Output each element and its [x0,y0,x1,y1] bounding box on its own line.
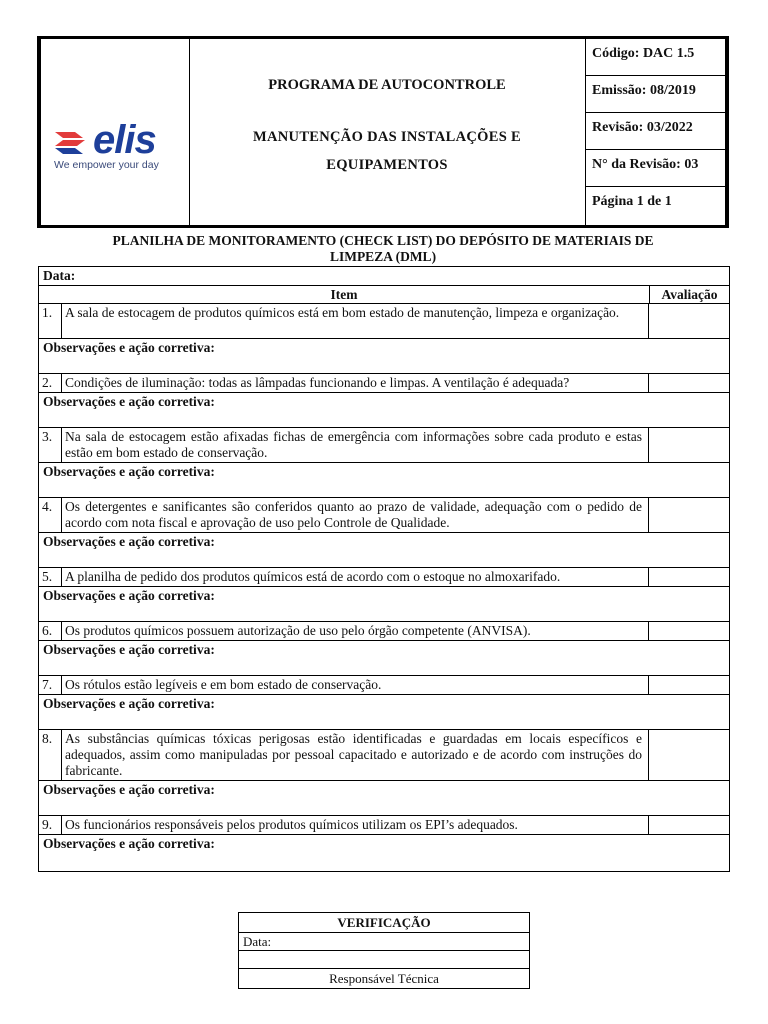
item-number: 1. [39,304,62,338]
checklist-item-row [39,374,729,393]
elis-mark-icon [53,128,93,158]
observations-field[interactable]: Observações e ação corretiva: [39,463,729,498]
logo-cell [41,39,190,225]
evaluation-cell[interactable] [649,622,729,640]
date-field[interactable]: Data: [39,267,729,286]
verification-box [238,912,530,989]
item-number: 5. [39,568,62,586]
sheet-title-line-1: PLANILHA DE MONITORAMENTO (CHECK LIST) DO DEPÓSITO DE MATERIAIS DE [112,233,654,248]
checklist-item-row [39,304,729,339]
item-number: 2. [39,374,62,392]
item-number: 7. [39,676,62,694]
evaluation-cell[interactable] [649,374,729,392]
checklist-item-row [39,676,729,695]
observations-field[interactable]: Observações e ação corretiva: [39,781,729,816]
program-title: PROGRAMA DE AUTOCONTROLE [268,77,506,93]
verification-signature-field[interactable] [239,951,529,969]
item-text: Os produtos químicos possuem autorização de uso pelo órgão competente (ANVISA). [62,622,649,640]
verification-title: VERIFICAÇÃO [239,913,529,933]
meta-revisao: Revisão: 03/2022 [586,113,725,150]
item-text: As substâncias químicas tóxicas perigosas estão identificadas e guardadas em locais específicos e adequados, assim como manipuladas por pessoal capacitado e autorizado e de acordo com instruções do fabricante. [62,730,649,780]
meta-emissao: Emissão: 08/2019 [586,76,725,113]
logo-wordmark: elis [93,118,156,162]
company-logo [49,118,184,174]
column-header-evaluation: Avaliação [661,287,718,302]
verification-date-field[interactable]: Data: [239,933,529,951]
observations-field[interactable]: Observações e ação corretiva: [39,695,729,730]
observations-field[interactable]: Observações e ação corretiva: [39,393,729,428]
item-number: 4. [39,498,62,532]
evaluation-cell[interactable] [649,304,729,338]
checklist-item-row [39,622,729,641]
item-text: Os rótulos estão legíveis e em bom estado de conservação. [62,676,649,694]
observations-field[interactable]: Observações e ação corretiva: [39,641,729,676]
checklist-item-row [39,816,729,835]
evaluation-cell[interactable] [649,816,729,834]
checklist-item-row [39,568,729,587]
item-number: 6. [39,622,62,640]
checklist-table [38,266,730,872]
item-text: A sala de estocagem de produtos químicos está em bom estado de manutenção, limpeza e organização. [62,304,649,338]
document-header [37,36,729,228]
subtitle-line-1: MANUTENÇÃO DAS INSTALAÇÕES E [253,129,521,145]
checklist-item-row [39,498,729,533]
meta-codigo: Código: DAC 1.5 [586,39,725,76]
title-cell [189,39,586,225]
column-header-item: Item [39,286,650,303]
logo-tagline: We empower your day [54,159,159,171]
item-text: Na sala de estocagem estão afixadas fichas de emergência com informações sobre cada produto e estas estão em bom estado de conservação. [62,428,649,462]
checklist-item-row [39,730,729,781]
observations-field[interactable]: Observações e ação corretiva: [43,836,215,851]
evaluation-cell[interactable] [649,730,729,780]
sheet-title-line-2: LIMPEZA (DML) [329,249,437,264]
meta-pagina: Página 1 de 1 [592,194,672,209]
evaluation-cell[interactable] [649,676,729,694]
item-text: Condições de iluminação: todas as lâmpadas funcionando e limpas. A ventilação é adequada? [62,374,649,392]
evaluation-cell[interactable] [649,568,729,586]
meta-num-revisao: N° da Revisão: 03 [586,150,725,187]
observations-field[interactable]: Observações e ação corretiva: [39,587,729,622]
observations-field[interactable]: Observações e ação corretiva: [39,339,729,374]
item-text: Os detergentes e sanificantes são conferidos quanto ao prazo de validade, adequação com o pedido de acordo com nota fiscal e aprovação de uso pelo Controle de Qualidade. [62,498,649,532]
item-text: A planilha de pedido dos produtos químicos está de acordo com o estoque no almoxarifado. [62,568,649,586]
item-number: 9. [39,816,62,834]
verification-responsible-label: Responsável Técnica [329,971,439,986]
subtitle-line-2: EQUIPAMENTOS [326,157,448,173]
meta-cell [586,39,725,225]
evaluation-cell[interactable] [649,498,729,532]
table-header [39,286,729,304]
item-text: Os funcionários responsáveis pelos produtos químicos utilizam os EPI’s adequados. [62,816,649,834]
evaluation-cell[interactable] [649,428,729,462]
checklist-item-row [39,428,729,463]
item-number: 8. [39,730,62,780]
item-number: 3. [39,428,62,462]
sheet-title [60,233,706,265]
observations-field[interactable]: Observações e ação corretiva: [39,533,729,568]
